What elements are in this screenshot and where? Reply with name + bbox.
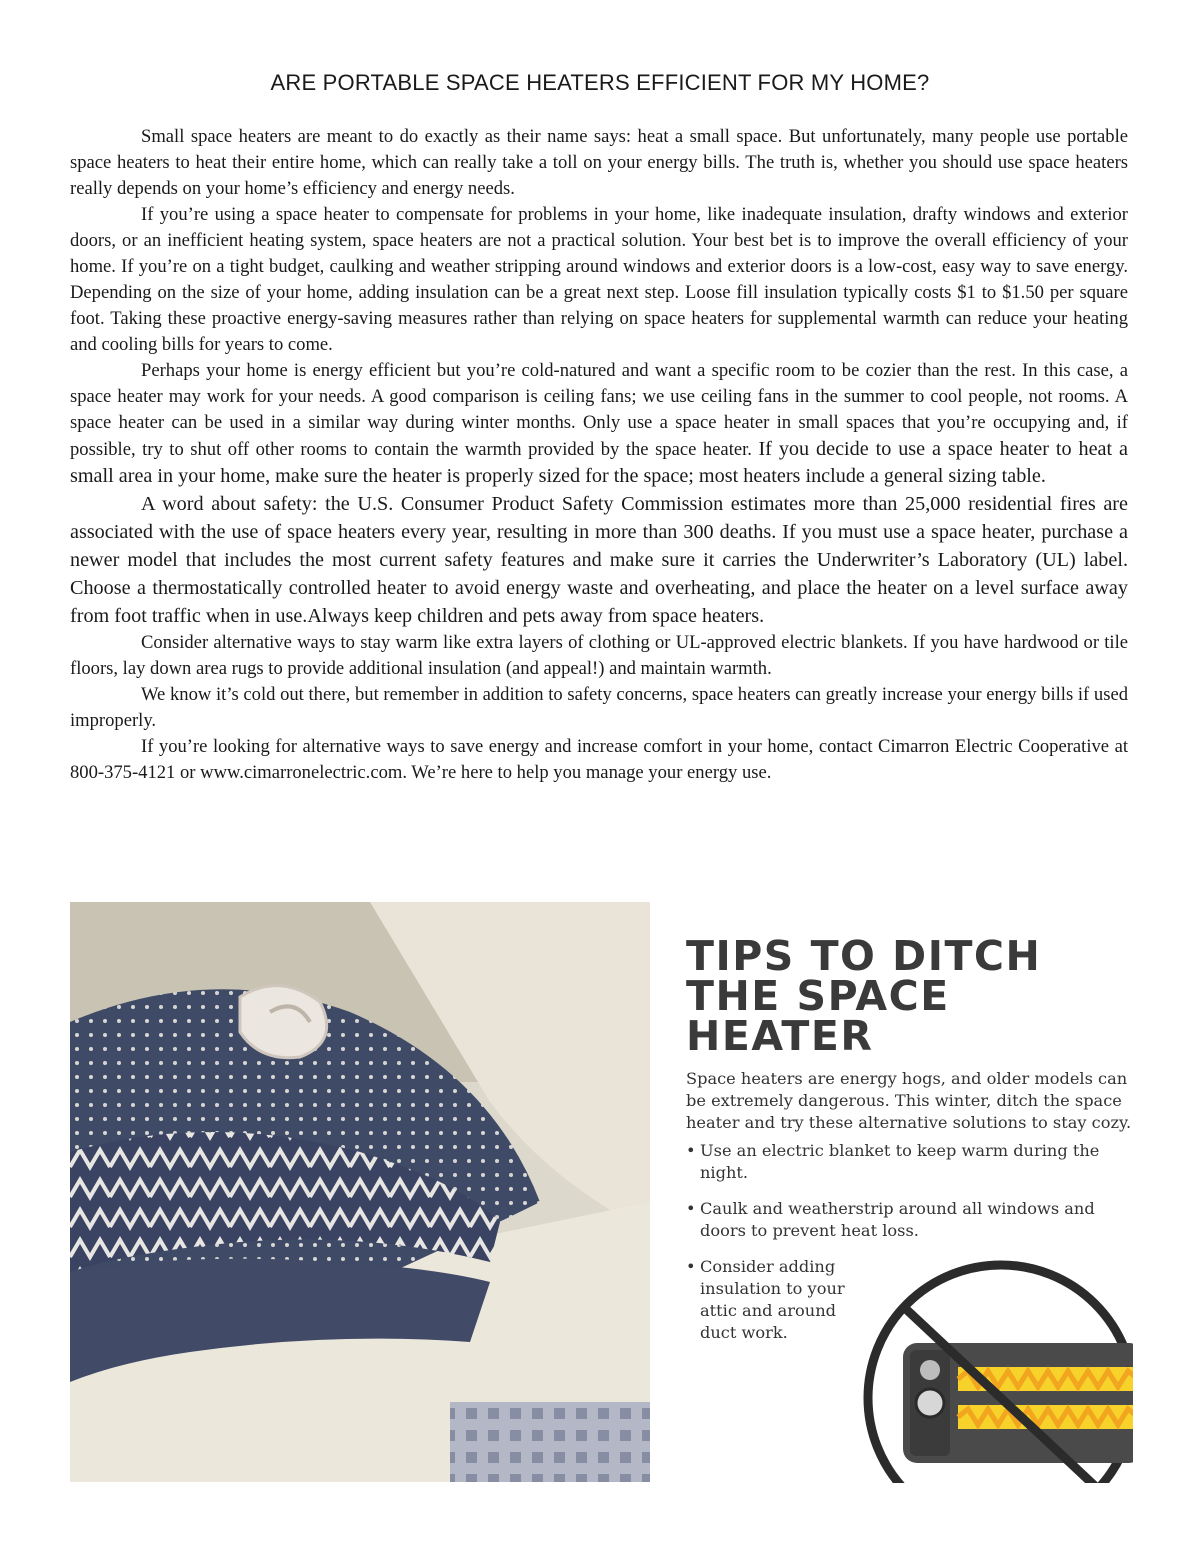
- bullet-icon: •: [686, 1199, 696, 1218]
- article-body: [70, 124, 1128, 786]
- page-title: ARE PORTABLE SPACE HEATERS EFFICIENT FOR MY HOME?: [270, 70, 930, 95]
- article-paragraph-safety: A word about safety: the U.S. Consumer Product Safety Commission estimates more than 25,000 residential fires are associated with the use of space heaters every year, resulting in more than 300 deaths. If you must use a space heater, purchase a newer model that includes the most current safety features and make sure it carries the Underwriter’s Laboratory (UL) label. Choose a thermostatically controlled heater to avoid energy waste and overheating, and place the heater on a level surface away from foot traffic when in use.Always keep children and pets away from space heaters.: [70, 493, 1128, 627]
- tip-text: Caulk and weatherstrip around all windows and doors to prevent heat loss.: [700, 1199, 1095, 1240]
- bullet-icon: •: [686, 1141, 696, 1160]
- article-paragraph: If you’re looking for alternative ways to save energy and increase comfort in your home, contact Cimarron Electric Cooperative at 800-375-4121 or www.cimarronelectric.com. We’re here to help you manage your energy use.: [70, 736, 1128, 783]
- tips-title: [686, 932, 1136, 1060]
- article-paragraph: Consider alternative ways to stay warm like extra layers of clothing or UL-approved electric blankets. If you have hardwood or tile floors, lay down area rugs to provide additional insulation (and appeal!) and maintain warmth.: [70, 632, 1128, 679]
- article-paragraph: If you’re using a space heater to compensate for problems in your home, like inadequate insulation, drafty windows and exterior doors, or an inefficient heating system, space heaters are not a practical solution. Your best bet is to improve the overall efficiency of your home. If you’re on a tight budget, caulking and weather stripping around windows and exterior doors is a low-cost, easy way to save energy. Depending on the size of your home, adding insulation can be a great next step. Loose fill insulation typically costs $1 to $1.50 per square foot. Taking these proactive energy-saving measures rather than relying on space heaters for supplemental warmth can reduce your heating and cooling bills for years to come.: [70, 204, 1128, 355]
- article-paragraph-part: Perhaps your home is energy efficient but you’re cold-natured and want a specific room to be cozier than the rest. In this case, a space heater may work for your needs. A good comparison is ceiling fans; we use ceiling fans in the summer to cool people, not rooms. A space heater can be used in a similar way during winter months. Only use a space heater in small spaces that you’re occupying and, if possible, try to shut off other rooms to contain the warmth provided by the space heater.: [70, 360, 1128, 460]
- tips-intro: Space heaters are energy hogs, and older models can be extremely dangerous. This winter, ditch the space heater and try these alternative solutions to stay cozy.: [686, 1069, 1132, 1132]
- no-space-heater-icon: [858, 1255, 1133, 1483]
- tips-title-line: TIPS TO DITCH: [686, 932, 1042, 980]
- tip-text: Consider adding insulation to your attic and around duct work.: [700, 1257, 845, 1342]
- tip-text: Use an electric blanket to keep warm during the night.: [700, 1141, 1100, 1182]
- tips-title-line: HEATER: [686, 1012, 874, 1060]
- bullet-icon: •: [686, 1257, 696, 1276]
- tip-item: [686, 1140, 1136, 1184]
- article-paragraph-part: If you decide to use a space heater to heat a small area in your home, make sure the heater is properly sized for the space; most heaters include a general sizing table.: [70, 438, 1128, 487]
- tip-item: [686, 1256, 870, 1344]
- tips-title-line: THE SPACE: [686, 972, 950, 1020]
- electric-blanket-photo: [70, 902, 650, 1482]
- article-paragraph: We know it’s cold out there, but remember in addition to safety concerns, space heaters can greatly increase your energy bills if used improperly.: [70, 684, 1128, 731]
- tip-item: [686, 1198, 1136, 1242]
- article-paragraph: [70, 358, 1128, 490]
- article-paragraph: Small space heaters are meant to do exactly as their name says: heat a small space. But unfortunately, many people use portable space heaters to heat their entire home, which can really take a toll on your energy bills. The truth is, whether you should use space heaters really depends on your home’s efficiency and energy needs.: [70, 126, 1128, 199]
